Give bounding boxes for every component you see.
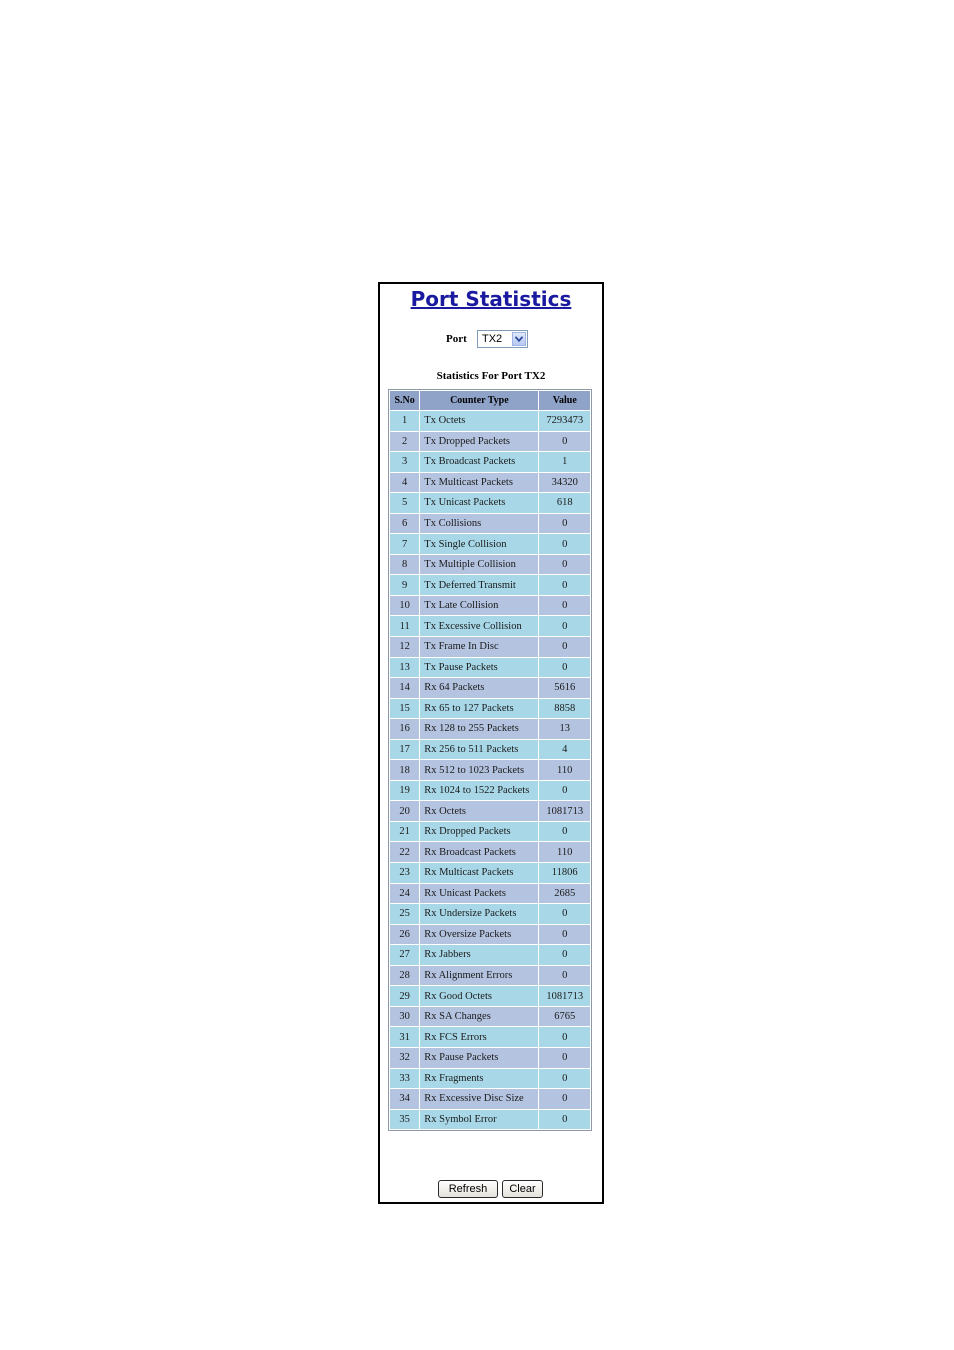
cell-value: 13 (539, 719, 590, 739)
cell-sno: 21 (390, 822, 419, 842)
table-header-row (390, 391, 590, 410)
cell-counter-type: Tx Octets (420, 411, 538, 431)
table-row (390, 822, 590, 842)
cell-value: 6765 (539, 1007, 590, 1027)
cell-value: 110 (539, 842, 590, 862)
table-row (390, 658, 590, 678)
table-row (390, 781, 590, 801)
cell-value: 0 (539, 1048, 590, 1068)
cell-value: 0 (539, 1027, 590, 1047)
cell-counter-type: Rx Broadcast Packets (420, 842, 538, 862)
table-row (390, 904, 590, 924)
cell-sno: 11 (390, 616, 419, 636)
cell-value: 0 (539, 781, 590, 801)
cell-counter-type: Tx Excessive Collision (420, 616, 538, 636)
cell-sno: 31 (390, 1027, 419, 1047)
cell-counter-type: Rx 256 to 511 Packets (420, 740, 538, 760)
cell-value: 0 (539, 514, 590, 534)
port-select-value: TX2 (482, 333, 503, 345)
table-row (390, 1048, 590, 1068)
cell-value: 618 (539, 493, 590, 513)
port-label: Port (446, 333, 467, 345)
cell-counter-type: Rx Symbol Error (420, 1110, 538, 1130)
cell-value: 2685 (539, 884, 590, 904)
cell-sno: 34 (390, 1089, 419, 1109)
cell-sno: 13 (390, 658, 419, 678)
cell-counter-type: Tx Broadcast Packets (420, 452, 538, 472)
statistics-table (388, 389, 592, 1131)
cell-counter-type: Rx Multicast Packets (420, 863, 538, 883)
cell-value: 4 (539, 740, 590, 760)
cell-sno: 10 (390, 596, 419, 616)
cell-value: 1081713 (539, 986, 590, 1006)
cell-sno: 24 (390, 884, 419, 904)
cell-counter-type: Tx Multiple Collision (420, 555, 538, 575)
cell-sno: 35 (390, 1110, 419, 1130)
cell-value: 0 (539, 1089, 590, 1109)
cell-value: 7293473 (539, 411, 590, 431)
cell-sno: 16 (390, 719, 419, 739)
chevron-down-icon[interactable] (512, 332, 526, 346)
table-row (390, 1110, 590, 1130)
cell-sno: 28 (390, 966, 419, 986)
cell-counter-type: Rx SA Changes (420, 1007, 538, 1027)
cell-counter-type: Rx Dropped Packets (420, 822, 538, 842)
table-row (390, 842, 590, 862)
cell-value: 0 (539, 945, 590, 965)
cell-counter-type: Tx Late Collision (420, 596, 538, 616)
cell-sno: 5 (390, 493, 419, 513)
port-statistics-panel (378, 282, 604, 1204)
cell-value: 1081713 (539, 801, 590, 821)
table-caption: Statistics For Port TX2 (436, 370, 546, 382)
cell-counter-type: Rx 64 Packets (420, 678, 538, 698)
cell-sno: 23 (390, 863, 419, 883)
cell-counter-type: Rx 65 to 127 Packets (420, 699, 538, 719)
cell-counter-type: Tx Collisions (420, 514, 538, 534)
cell-counter-type: Rx Fragments (420, 1069, 538, 1089)
cell-counter-type: Rx 128 to 255 Packets (420, 719, 538, 739)
cell-counter-type: Tx Pause Packets (420, 658, 538, 678)
cell-sno: 25 (390, 904, 419, 924)
cell-sno: 33 (390, 1069, 419, 1089)
table-row (390, 473, 590, 493)
table-row (390, 596, 590, 616)
cell-sno: 22 (390, 842, 419, 862)
table-row (390, 411, 590, 431)
cell-value: 110 (539, 760, 590, 780)
cell-counter-type: Rx Octets (420, 801, 538, 821)
cell-counter-type: Rx FCS Errors (420, 1027, 538, 1047)
cell-value: 5616 (539, 678, 590, 698)
cell-counter-type: Rx 1024 to 1522 Packets (420, 781, 538, 801)
table-row (390, 534, 590, 554)
cell-counter-type: Rx Excessive Disc Size (420, 1089, 538, 1109)
cell-sno: 19 (390, 781, 419, 801)
cell-counter-type: Tx Multicast Packets (420, 473, 538, 493)
cell-sno: 17 (390, 740, 419, 760)
cell-value: 0 (539, 822, 590, 842)
table-row (390, 740, 590, 760)
table-row (390, 575, 590, 595)
column-header-sno: S.No (390, 391, 419, 410)
cell-sno: 14 (390, 678, 419, 698)
cell-value: 1 (539, 452, 590, 472)
table-row (390, 1027, 590, 1047)
cell-value: 0 (539, 1069, 590, 1089)
cell-sno: 3 (390, 452, 419, 472)
cell-sno: 29 (390, 986, 419, 1006)
port-select[interactable] (477, 330, 528, 348)
cell-counter-type: Rx Good Octets (420, 986, 538, 1006)
cell-value: 0 (539, 904, 590, 924)
cell-counter-type: Tx Dropped Packets (420, 432, 538, 452)
cell-counter-type: Rx Alignment Errors (420, 966, 538, 986)
column-header-counter-type: Counter Type (420, 391, 538, 410)
table-row (390, 555, 590, 575)
table-row (390, 801, 590, 821)
cell-sno: 1 (390, 411, 419, 431)
cell-value: 0 (539, 555, 590, 575)
cell-sno: 27 (390, 945, 419, 965)
cell-sno: 2 (390, 432, 419, 452)
cell-counter-type: Tx Unicast Packets (420, 493, 538, 513)
table-row (390, 986, 590, 1006)
table-row (390, 966, 590, 986)
cell-counter-type: Rx Undersize Packets (420, 904, 538, 924)
table-row (390, 452, 590, 472)
table-row (390, 493, 590, 513)
cell-value: 0 (539, 432, 590, 452)
cell-value: 0 (539, 1110, 590, 1130)
cell-value: 0 (539, 534, 590, 554)
table-row (390, 699, 590, 719)
table-row (390, 1007, 590, 1027)
table-row (390, 760, 590, 780)
cell-value: 0 (539, 925, 590, 945)
table-row (390, 925, 590, 945)
cell-counter-type: Tx Single Collision (420, 534, 538, 554)
table-row (390, 945, 590, 965)
cell-sno: 26 (390, 925, 419, 945)
table-body (390, 411, 590, 1129)
table-row (390, 678, 590, 698)
table-row (390, 432, 590, 452)
cell-sno: 20 (390, 801, 419, 821)
table-row (390, 884, 590, 904)
cell-counter-type: Tx Deferred Transmit (420, 575, 538, 595)
cell-sno: 32 (390, 1048, 419, 1068)
table-row (390, 514, 590, 534)
table-row (390, 616, 590, 636)
cell-counter-type: Rx Unicast Packets (420, 884, 538, 904)
action-buttons (380, 1180, 602, 1200)
cell-sno: 4 (390, 473, 419, 493)
column-header-value: Value (539, 391, 590, 410)
table-row (390, 1069, 590, 1089)
cell-sno: 12 (390, 637, 419, 657)
cell-value: 0 (539, 596, 590, 616)
cell-sno: 8 (390, 555, 419, 575)
cell-value: 11806 (539, 863, 590, 883)
port-selector-row (380, 330, 602, 350)
cell-sno: 9 (390, 575, 419, 595)
table-row (390, 719, 590, 739)
cell-sno: 6 (390, 514, 419, 534)
clear-button[interactable]: Clear (502, 1180, 543, 1198)
cell-sno: 7 (390, 534, 419, 554)
table-row (390, 863, 590, 883)
cell-value: 0 (539, 616, 590, 636)
cell-counter-type: Tx Frame In Disc (420, 637, 538, 657)
cell-sno: 30 (390, 1007, 419, 1027)
cell-counter-type: Rx 512 to 1023 Packets (420, 760, 538, 780)
page-title: Port Statistics (410, 287, 572, 311)
cell-value: 0 (539, 575, 590, 595)
cell-counter-type: Rx Jabbers (420, 945, 538, 965)
cell-value: 0 (539, 966, 590, 986)
cell-counter-type: Rx Oversize Packets (420, 925, 538, 945)
cell-value: 0 (539, 658, 590, 678)
cell-sno: 15 (390, 699, 419, 719)
cell-value: 0 (539, 637, 590, 657)
table-row (390, 1089, 590, 1109)
cell-sno: 18 (390, 760, 419, 780)
refresh-button[interactable]: Refresh (438, 1180, 498, 1198)
cell-value: 34320 (539, 473, 590, 493)
table-row (390, 637, 590, 657)
cell-counter-type: Rx Pause Packets (420, 1048, 538, 1068)
cell-value: 8858 (539, 699, 590, 719)
